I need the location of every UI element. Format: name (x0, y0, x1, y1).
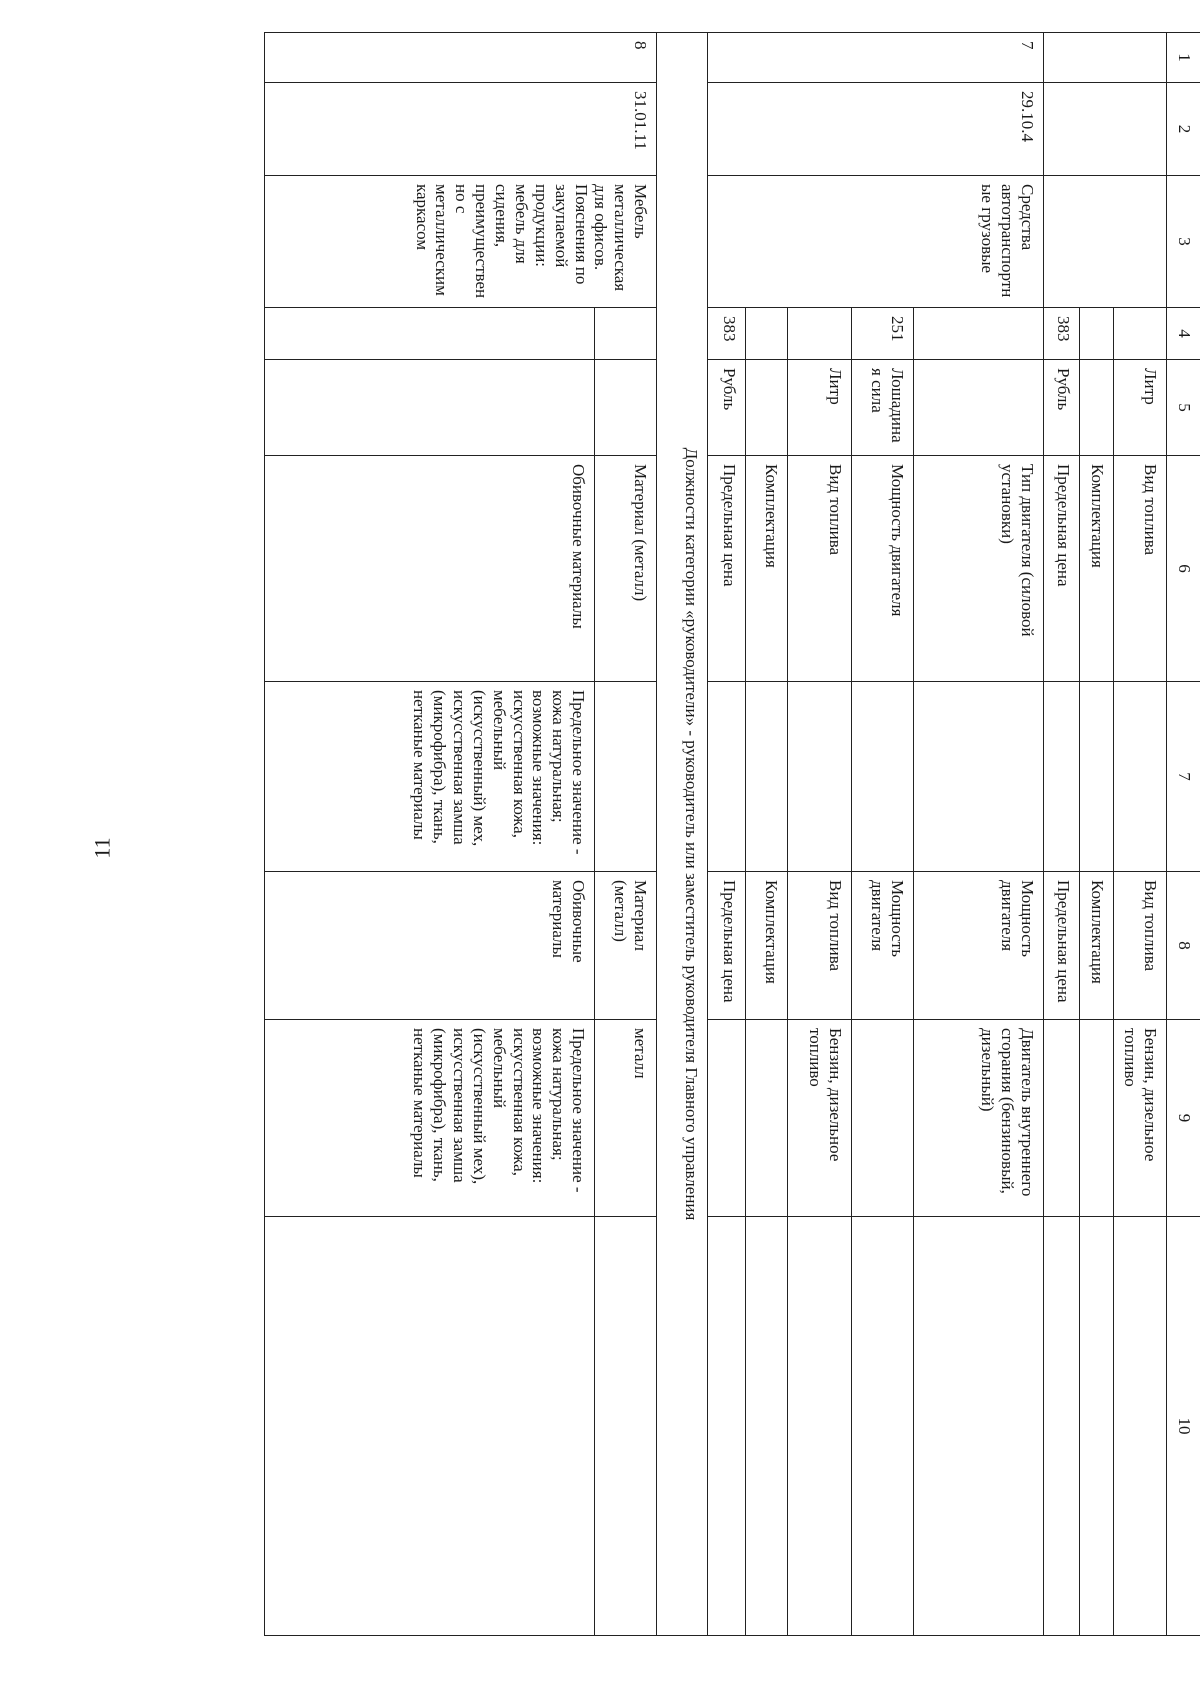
cell-c6: Комплектация (1080, 456, 1114, 682)
cell-c10 (1114, 1217, 1167, 1636)
cell-c7 (595, 682, 657, 872)
cell-c8: Комплектация (1080, 872, 1114, 1020)
cell-c4: 383 (1044, 308, 1080, 360)
header-cell: 1 (1167, 33, 1200, 83)
cell-name (1044, 176, 1167, 308)
cell-c4 (1114, 308, 1167, 360)
header-cell: 9 (1167, 1020, 1200, 1217)
cell-c6: Мощность двигателя (852, 456, 914, 682)
cell-c6: Тип двигателя (силовой установки) (914, 456, 1044, 682)
cell-name: Средства автотранспортные грузовые (708, 176, 1044, 308)
header-cell: 8 (1167, 872, 1200, 1020)
cell-c6: Материал (металл) (595, 456, 657, 682)
section-title: Должности категории «руководители» - руководитель или заместитель руководителя Главного управления (657, 33, 708, 1636)
cell-c7 (852, 682, 914, 872)
cell-code (1044, 83, 1167, 176)
header-cell: 3 (1167, 176, 1200, 308)
header-cell: 6 (1167, 456, 1200, 682)
cell-c7 (708, 682, 746, 872)
header-cell: 4 (1167, 308, 1200, 360)
cell-c5: Литр (788, 360, 852, 456)
header-cell: 10 (1167, 1217, 1200, 1636)
cell-c9 (1080, 1020, 1114, 1217)
table-row (914, 33, 1044, 1636)
cell-c10 (595, 1217, 657, 1636)
cell-c4 (914, 308, 1044, 360)
cell-c9 (852, 1020, 914, 1217)
cell-c10 (1044, 1217, 1080, 1636)
page-number: 11 (89, 837, 115, 859)
cell-c6: Вид топлива (1114, 456, 1167, 682)
cell-c5 (1080, 360, 1114, 456)
cell-c7 (746, 682, 788, 872)
cell-code: 29.10.4 (708, 83, 1044, 176)
header-cell: 5 (1167, 360, 1200, 456)
cell-c4 (746, 308, 788, 360)
requirements-table (264, 32, 1200, 1636)
header-row (1167, 33, 1200, 1636)
cell-c7 (1114, 682, 1167, 872)
cell-c9: Бензин, дизельное топливо (788, 1020, 852, 1217)
cell-c8: Материал (металл) (595, 872, 657, 1020)
cell-c7 (914, 682, 1044, 872)
cell-number (1044, 33, 1167, 83)
rotated-table-container (139, 32, 1200, 1635)
cell-c9: металл (595, 1020, 657, 1217)
cell-c10 (914, 1217, 1044, 1636)
cell-c4 (265, 308, 595, 360)
cell-c5 (265, 360, 595, 456)
cell-c5: Лошадиная сила (852, 360, 914, 456)
cell-c7 (788, 682, 852, 872)
cell-c9: Двигатель внутреннего сгорания (бензиновый, дизельный) (914, 1020, 1044, 1217)
cell-c7: Предельное значение - кожа натуральная; возможные значения: искусственная кожа, мебельный (искусственный) мех, искусственная замша (микрофибра), ткань, нетканые материалы (265, 682, 595, 872)
cell-c9 (746, 1020, 788, 1217)
cell-c8: Обивочные материалы (265, 872, 595, 1020)
cell-c8: Предельная цена (708, 872, 746, 1020)
cell-c7 (1080, 682, 1114, 872)
cell-c5 (746, 360, 788, 456)
cell-c5: Рубль (1044, 360, 1080, 456)
cell-c5 (914, 360, 1044, 456)
table-row (1114, 33, 1167, 1636)
cell-c6: Предельная цена (708, 456, 746, 682)
cell-c10 (788, 1217, 852, 1636)
cell-c9: Предельное значение - кожа натуральная; возможные значения: искусственная кожа, мебельный (искусственный мех), искусственная замша (микрофибра), ткань, нетканые материалы (265, 1020, 595, 1217)
cell-c8: Мощность двигателя (914, 872, 1044, 1020)
cell-c8: Мощность двигателя (852, 872, 914, 1020)
cell-c10 (708, 1217, 746, 1636)
cell-c9 (708, 1020, 746, 1217)
cell-c10 (852, 1217, 914, 1636)
cell-c4: 251 (852, 308, 914, 360)
cell-c6: Обивочные материалы (265, 456, 595, 682)
section-row (657, 33, 708, 1636)
cell-c5 (595, 360, 657, 456)
cell-c9: Бензин, дизельное топливо (1114, 1020, 1167, 1217)
cell-c6: Вид топлива (788, 456, 852, 682)
cell-c10 (746, 1217, 788, 1636)
header-cell: 7 (1167, 682, 1200, 872)
cell-name: Мебель металлическая для офисов. Пояснения по закупаемой продукции: мебель для сидения, преимущественно с металлическим каркасом (265, 176, 657, 308)
cell-c8: Комплектация (746, 872, 788, 1020)
cell-c6: Предельная цена (1044, 456, 1080, 682)
cell-c8: Предельная цена (1044, 872, 1080, 1020)
cell-c10 (265, 1217, 595, 1636)
cell-c6: Комплектация (746, 456, 788, 682)
cell-c4 (595, 308, 657, 360)
table-row (595, 33, 657, 1636)
cell-number: 8 (265, 33, 657, 83)
cell-c5: Рубль (708, 360, 746, 456)
cell-c7 (1044, 682, 1080, 872)
cell-number: 7 (708, 33, 1044, 83)
cell-c5: Литр (1114, 360, 1167, 456)
cell-c8: Вид топлива (788, 872, 852, 1020)
cell-c4 (1080, 308, 1114, 360)
cell-c8: Вид топлива (1114, 872, 1167, 1020)
cell-code: 31.01.11 (265, 83, 657, 176)
header-cell: 2 (1167, 83, 1200, 176)
cell-c4: 383 (708, 308, 746, 360)
cell-c4 (788, 308, 852, 360)
cell-c10 (1080, 1217, 1114, 1636)
cell-c9 (1044, 1020, 1080, 1217)
